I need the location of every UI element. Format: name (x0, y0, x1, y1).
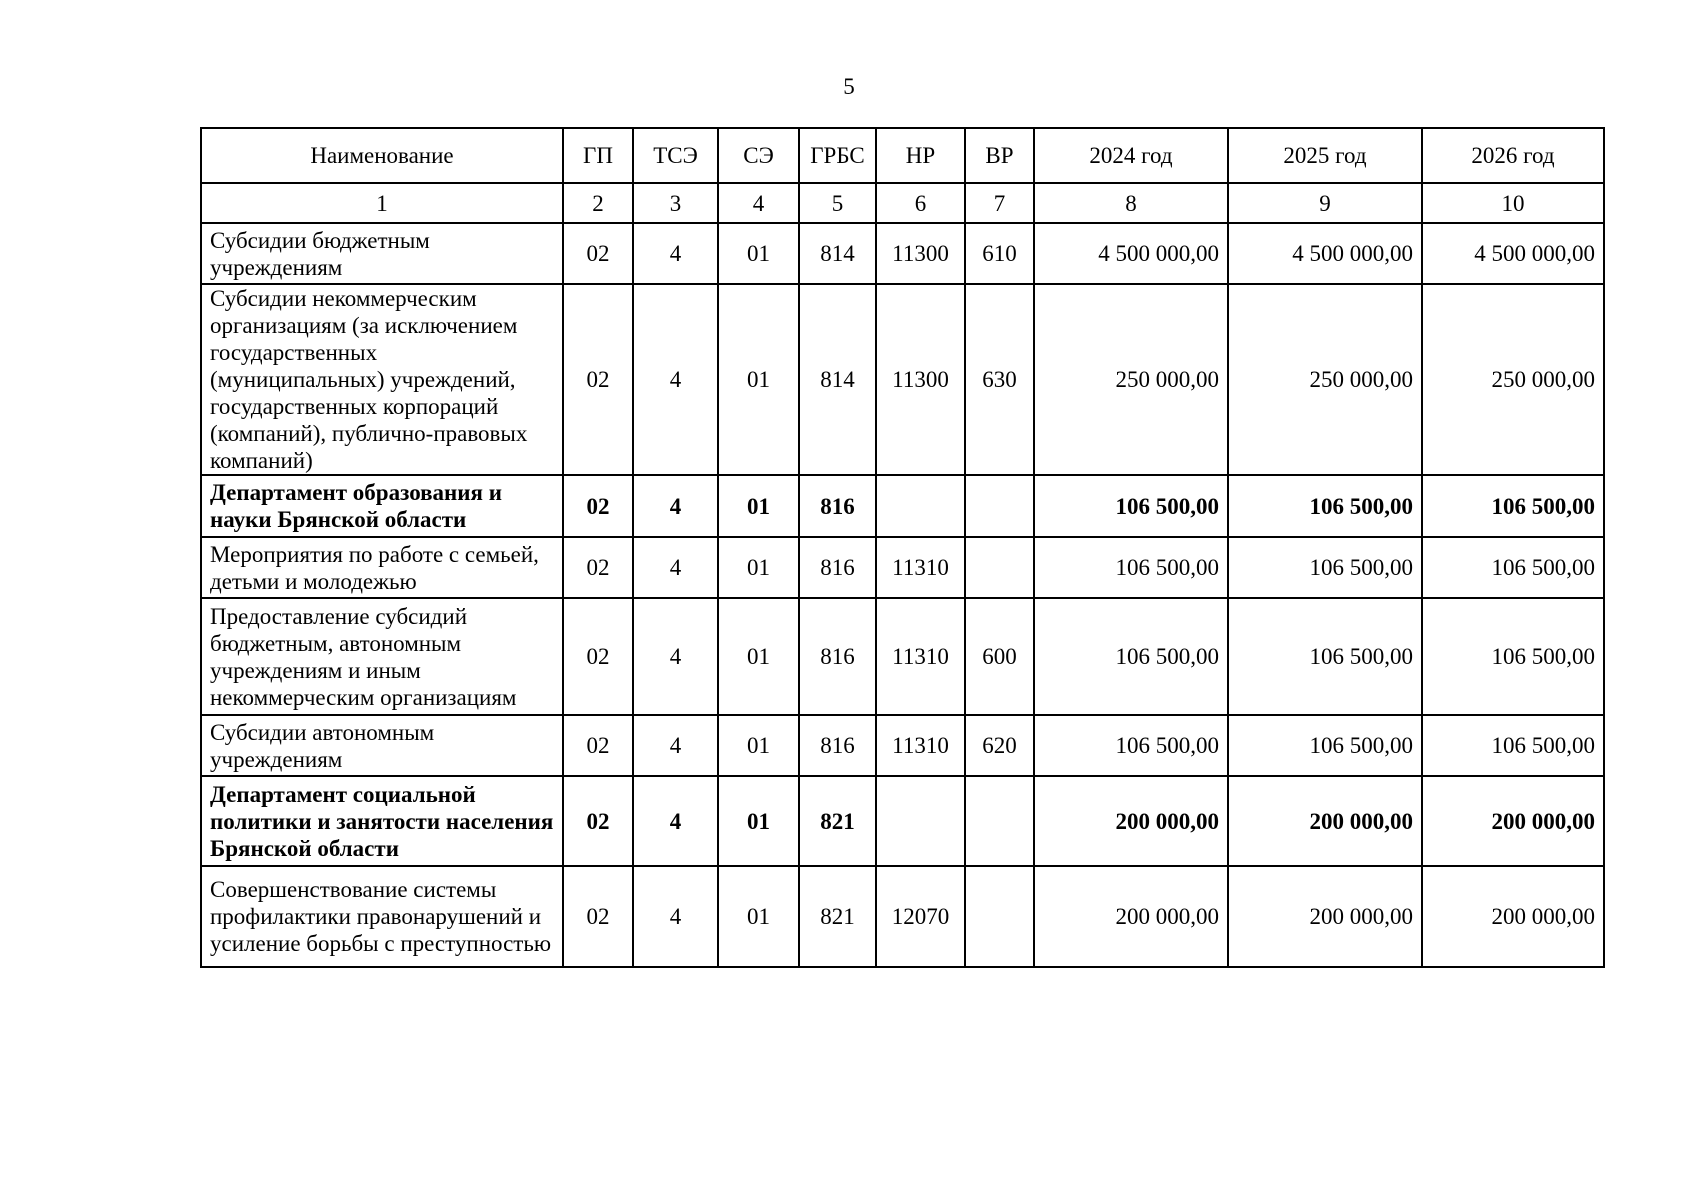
row-se-cell: 01 (718, 284, 799, 475)
row-2024-amount: 4 500 000,00 (1034, 223, 1228, 284)
row-2025-amount: 4 500 000,00 (1228, 223, 1422, 284)
header-se: СЭ (718, 128, 799, 183)
table-row (201, 537, 1604, 598)
row-vr-cell: 610 (965, 223, 1034, 284)
row-2024-amount: 250 000,00 (1034, 284, 1228, 475)
row-grbs-cell: 816 (799, 715, 876, 776)
row-2025-amount: 200 000,00 (1228, 776, 1422, 866)
row-2024-amount: 106 500,00 (1034, 475, 1228, 537)
row-vr-cell (965, 475, 1034, 537)
header-2025: 2025 год (1228, 128, 1422, 183)
row-se-cell: 01 (718, 776, 799, 866)
row-tse-cell: 4 (633, 598, 718, 715)
row-gp-cell: 02 (563, 475, 633, 537)
header-2026: 2026 год (1422, 128, 1604, 183)
column-number: 9 (1228, 183, 1422, 223)
row-2025-amount: 106 500,00 (1228, 537, 1422, 598)
row-name-cell: Департамент социальной политики и занятости населения Брянской области (201, 776, 563, 866)
table-body (201, 183, 1604, 967)
row-2024-amount: 200 000,00 (1034, 776, 1228, 866)
budget-table (200, 127, 1605, 968)
header-nr: НР (876, 128, 965, 183)
row-grbs-cell: 814 (799, 223, 876, 284)
row-name-cell: Субсидии некоммерческим организациям (за исключением государственных (муниципальных) учреждений, государственных корпораций (компаний), публично-правовых компаний) (201, 284, 563, 475)
row-2025-amount: 200 000,00 (1228, 866, 1422, 967)
row-gp-cell: 02 (563, 715, 633, 776)
row-name-cell: Предоставление субсидий бюджетным, автономным учреждениям и иным некоммерческим организациям (201, 598, 563, 715)
row-name-cell: Совершенствование системы профилактики правонарушений и усиление борьбы с преступностью (201, 866, 563, 967)
table-row (201, 715, 1604, 776)
row-vr-cell (965, 537, 1034, 598)
row-gp-cell: 02 (563, 284, 633, 475)
row-2026-amount: 106 500,00 (1422, 715, 1604, 776)
header-vr: ВР (965, 128, 1034, 183)
row-nr-cell: 11300 (876, 284, 965, 475)
column-number: 10 (1422, 183, 1604, 223)
table-row (201, 475, 1604, 537)
row-2024-amount: 200 000,00 (1034, 866, 1228, 967)
row-2024-amount: 106 500,00 (1034, 598, 1228, 715)
row-name-cell: Субсидии автономным учреждениям (201, 715, 563, 776)
row-tse-cell: 4 (633, 866, 718, 967)
row-grbs-cell: 816 (799, 537, 876, 598)
row-2024-amount: 106 500,00 (1034, 715, 1228, 776)
row-grbs-cell: 821 (799, 776, 876, 866)
header-row (201, 128, 1604, 183)
row-gp-cell: 02 (563, 598, 633, 715)
column-number: 4 (718, 183, 799, 223)
row-2026-amount: 200 000,00 (1422, 776, 1604, 866)
row-nr-cell: 11300 (876, 223, 965, 284)
row-tse-cell: 4 (633, 776, 718, 866)
table-row (201, 284, 1604, 475)
column-number: 6 (876, 183, 965, 223)
row-tse-cell: 4 (633, 475, 718, 537)
row-gp-cell: 02 (563, 223, 633, 284)
row-vr-cell (965, 866, 1034, 967)
row-nr-cell: 11310 (876, 537, 965, 598)
header-2024: 2024 год (1034, 128, 1228, 183)
row-vr-cell (965, 776, 1034, 866)
row-2026-amount: 250 000,00 (1422, 284, 1604, 475)
page-number: 5 (843, 74, 855, 99)
row-name-cell: Департамент образования и науки Брянской области (201, 475, 563, 537)
row-se-cell: 01 (718, 715, 799, 776)
column-number: 5 (799, 183, 876, 223)
row-nr-cell (876, 475, 965, 537)
row-grbs-cell: 816 (799, 598, 876, 715)
row-gp-cell: 02 (563, 866, 633, 967)
header-gp: ГП (563, 128, 633, 183)
row-grbs-cell: 814 (799, 284, 876, 475)
row-2026-amount: 4 500 000,00 (1422, 223, 1604, 284)
row-vr-cell: 630 (965, 284, 1034, 475)
row-2026-amount: 106 500,00 (1422, 537, 1604, 598)
header-name: Наименование (201, 128, 563, 183)
row-vr-cell: 620 (965, 715, 1034, 776)
row-2025-amount: 106 500,00 (1228, 475, 1422, 537)
row-2025-amount: 106 500,00 (1228, 598, 1422, 715)
row-grbs-cell: 821 (799, 866, 876, 967)
row-tse-cell: 4 (633, 284, 718, 475)
row-2025-amount: 106 500,00 (1228, 715, 1422, 776)
table-row (201, 776, 1604, 866)
column-number: 8 (1034, 183, 1228, 223)
column-numbering-row (201, 183, 1604, 223)
header-tse: ТСЭ (633, 128, 718, 183)
row-grbs-cell: 816 (799, 475, 876, 537)
row-name-cell: Субсидии бюджетным учреждениям (201, 223, 563, 284)
table-row (201, 223, 1604, 284)
row-name-cell: Мероприятия по работе с семьей, детьми и молодежью (201, 537, 563, 598)
row-se-cell: 01 (718, 866, 799, 967)
row-2024-amount: 106 500,00 (1034, 537, 1228, 598)
column-number: 3 (633, 183, 718, 223)
column-number: 7 (965, 183, 1034, 223)
row-2026-amount: 106 500,00 (1422, 598, 1604, 715)
row-se-cell: 01 (718, 223, 799, 284)
row-nr-cell: 12070 (876, 866, 965, 967)
row-2026-amount: 106 500,00 (1422, 475, 1604, 537)
row-gp-cell: 02 (563, 537, 633, 598)
row-nr-cell: 11310 (876, 598, 965, 715)
table-row (201, 598, 1604, 715)
row-nr-cell: 11310 (876, 715, 965, 776)
column-number: 2 (563, 183, 633, 223)
row-nr-cell (876, 776, 965, 866)
header-grbs: ГРБС (799, 128, 876, 183)
row-se-cell: 01 (718, 598, 799, 715)
column-number: 1 (201, 183, 563, 223)
table-row (201, 866, 1604, 967)
row-tse-cell: 4 (633, 223, 718, 284)
row-gp-cell: 02 (563, 776, 633, 866)
row-se-cell: 01 (718, 537, 799, 598)
row-tse-cell: 4 (633, 537, 718, 598)
row-2025-amount: 250 000,00 (1228, 284, 1422, 475)
row-vr-cell: 600 (965, 598, 1034, 715)
row-se-cell: 01 (718, 475, 799, 537)
row-tse-cell: 4 (633, 715, 718, 776)
row-2026-amount: 200 000,00 (1422, 866, 1604, 967)
